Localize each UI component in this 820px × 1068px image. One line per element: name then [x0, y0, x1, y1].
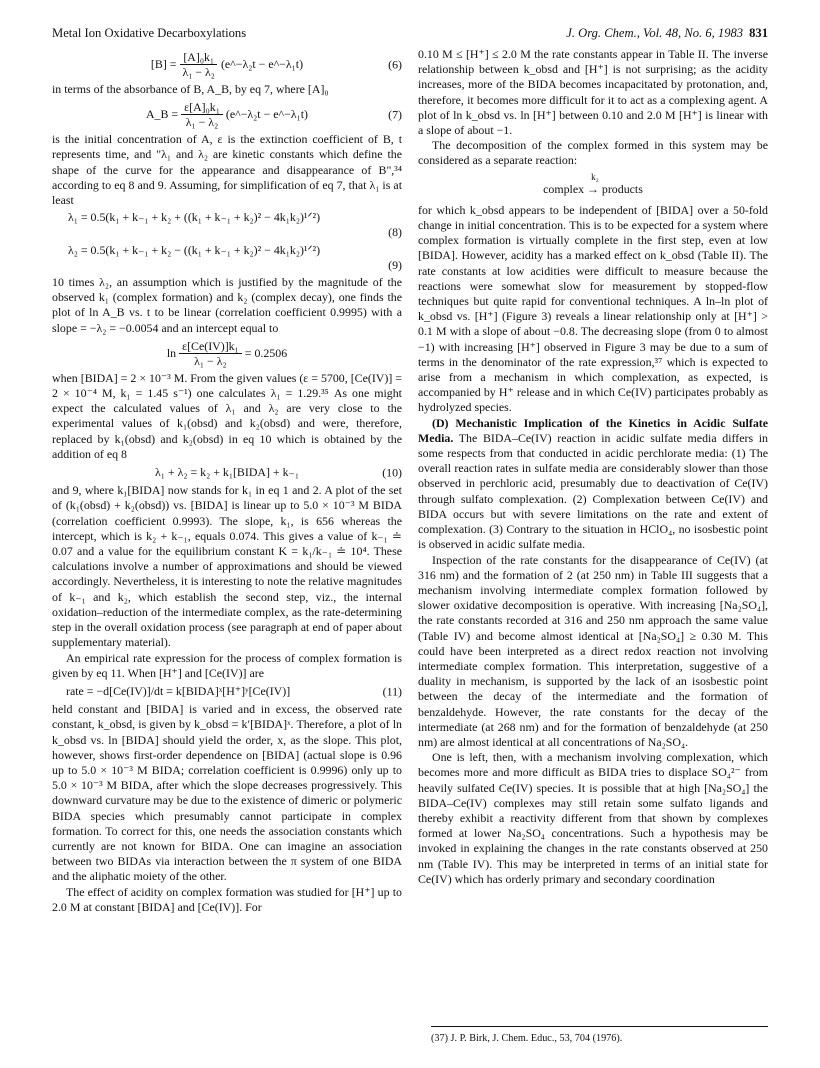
section-heading: (D) Mechanistic Implication of the Kinetics in Acidic Sulfate Media.: [418, 415, 768, 445]
page-number: 831: [749, 26, 768, 40]
header-section-title: Metal Ion Oxidative Decarboxylations: [52, 26, 247, 40]
paragraph: An empirical rate expression for the process of complex formation is given by eq 11. When [H⁺] and [Ce(IV)] are: [52, 650, 402, 680]
eq11-number: (11): [382, 683, 402, 698]
eq6-denominator: λ₁ − λ₂: [182, 65, 215, 79]
eq8-number: (8): [388, 225, 402, 240]
eq10-text: λ₁ + λ₂ = k₂ + k₁[BIDA] + k₋₁: [155, 465, 299, 480]
paragraph: One is left, then, with a mechanism involving complexation, which becomes more and more difficult as BIDA tries to displace SO₄²⁻ from heavily sulfated Ce(IV) species. It is possible that at high [Na₂SO₄] the BIDA–Ce(IV) complexes may still retain some sulfato ligands and thereby exhibit a reactivity different from that shown by complexes formed at lower Na₂SO₄ concentrations. Such a hypothesis may be invoked in explaining the changes in the rate constants observed at 250 nm (Table IV). This may be interpreted in terms of an initial state for Ce(IV) which has orderly primary and secondary coordination: [418, 750, 768, 886]
paragraph: Inspection of the rate constants for the disappearance of Ce(IV) (at 316 nm) and the formation of 2 (at 250 nm) in Table III suggests that a mechanism involving intermediate complex formation followed by slower oxidative decomposition is operative. With increasing [Na₂SO₄], the rate constants recorded at 316 and 250 nm approach the same value (Table IV) and become almost identical at [Na₂SO₄] ≥ 0.30 M. This could have been interpreted as a direct redox reaction not involving intermediate complex formation. This interpretation, suggestive of a duality in mechanism, is supported by the lack of an isosbestic point between the decay of the intermediate and the formation of benzaldehyde. However, the rate constants for the decay of the intermediate (at 268 nm) and for the formation of benzaldehyde (at 250 nm) are almost identical at all concentrations of Na₂SO₄.: [418, 552, 768, 749]
equation-7: [52, 100, 402, 129]
header-journal-info: [566, 26, 768, 41]
eqln-lhs: ln: [166, 345, 177, 360]
running-header: [52, 26, 768, 41]
eq7-fraction: [181, 100, 223, 129]
eq6-number: (6): [388, 56, 402, 71]
eq6-fraction: [179, 50, 217, 79]
eq7-number: (7): [388, 107, 402, 122]
reaction-text: complex → products: [543, 181, 643, 196]
section-text: The BIDA–Ce(IV) reaction in acidic sulfate media differs in some respects from that conducted in acidic perchlorate media: (1) The overall reaction rates in sulfate media are considerably slower than those observed in perchloric acid, presumably due to deactivation of Ce(IV) through sulfato complexation. (2) Complexation between Ce(IV) and BIDA occurs but with severe limitations on the rate and extent of complexation. (3) Contrary to the situation in HClO₄, no isosbestic point is observed in acidic sulfate media.: [418, 430, 768, 552]
footnote: (37) J. P. Birk, J. Chem. Educ., 53, 704 (1976).: [431, 1026, 768, 1045]
eq6-tail: (e^−λ₂t − e^−λ₁t): [220, 56, 304, 71]
equation-8: [52, 210, 402, 240]
paragraph: is the initial concentration of A, ε is the extinction coefficient of B, t represents time, and "λ₁ and λ₂ are kinetic constants which define the shape of the curve for the appearance and disappearance of B",³⁴ according to eq 8 and 9. Assuming, for simplification of eq 7, that λ₁ is at least: [52, 132, 402, 208]
eq7-lhs: A_B =: [145, 107, 179, 122]
eq9-number: (9): [388, 257, 402, 272]
eq9-text: λ₂ = 0.5(k₁ + k₋₁ + k₂ − ((k₁ + k₋₁ + k₂)² − 4k₁k₂)¹ᐟ²): [68, 242, 321, 257]
eq6-numerator: [A]₀k₁: [180, 50, 217, 65]
eq6-lhs: [B] =: [150, 56, 177, 71]
paragraph: when [BIDA] = 2 × 10⁻³ M. From the given values (ε = 5700, [Ce(IV)] = 2 × 10⁻⁴ M, k₁ = 1.45 s⁻¹) one calculates λ₁ = 1.29.³⁵ As one might expect the calculated values of λ₁ and λ₂ are very close to the experimental values of k₁(obsd) and k₂(obsd) and were, therefore, replaced by k₁(obsd) and k₂(obsd) in eq 10 which is obtained by the addition of eq 8: [52, 370, 402, 461]
equation-ln: [52, 339, 402, 368]
eqln-tail: = 0.2506: [244, 345, 288, 360]
eqln-denominator: λ₁ − λ₂: [194, 353, 227, 368]
eq7-numerator: ε[A]₀k₁: [181, 100, 223, 115]
journal-citation: J. Org. Chem., Vol. 48, No. 6, 1983: [566, 26, 744, 40]
eqln-numerator: ε[Ce(IV)]k₁: [179, 339, 242, 354]
paragraph: The decomposition of the complex formed in this system may be considered as a separate reaction:: [418, 138, 768, 168]
reaction-scheme: [418, 173, 768, 197]
paragraph: in terms of the absorbance of B, A_B, by eq 7, where [A]₀: [52, 82, 329, 96]
paragraph: and 9, where k₁[BIDA] now stands for k₁ in eq 1 and 2. A plot of the set of (k₁(obsd) + k₂(obsd)) vs. [BIDA] is linear up to 5.0 × 10⁻³ M BIDA (correlation coefficient 0.9993). The slope, k₁, is 656 whereas the intercept, which is k₂ + k₋₁, equals 0.074. This gives a value of k₋₁ ≐ 0.07 and a value for the equilibrium constant K = k₁/k₋₁ ≐ 10⁴. These calculations involve a number of approximations and should be viewed accordingly. Nevertheless, it is interesting to note the relative magnitudes of k₋₁ and k₂, which establish the second step, viz., the internal oxidation–reduction of the intermediate complex, as the rate-determining step in the overall oxidation process (see paragraph at end of paper about supplementary material).: [52, 483, 402, 650]
paragraph: 10 times λ₂, an assumption which is justified by the magnitude of the observed k₁ (complex formation) and k₂ (complex decay), one finds the plot of ln A_B vs. t to be linear (correlation coefficient 0.9995) with a slope = −λ₂ = −0.0054 and an intercept equal to: [52, 275, 402, 335]
eq7-tail: (e^−λ₂t − e^−λ₁t): [225, 107, 309, 122]
two-column-body: [52, 47, 768, 915]
right-column: [418, 47, 768, 915]
eq7-denominator: λ₁ − λ₂: [185, 115, 219, 130]
eq8-text: λ₁ = 0.5(k₁ + k₋₁ + k₂ + ((k₁ + k₋₁ + k₂)² − 4k₁k₂)¹ᐟ²): [68, 210, 321, 225]
paragraph: The effect of acidity on complex formation was studied for [H⁺] up to 2.0 M at constant [BIDA] and [Ce(IV)]. For: [52, 884, 402, 914]
paragraph: 0.10 M ≤ [H⁺] ≤ 2.0 M the rate constants appear in Table II. The inverse relationship between k_obsd and [H⁺] is not surprising; as the acidity increases, more of the BIDA becomes incapacitated by protonation, and, therefore, it becomes more difficult for it to act as a complexing agent. A plot of ln k_obsd vs. ln [H⁺] between 0.10 and 2.0 M [H⁺] is linear with a slope of about −1.: [418, 47, 768, 138]
eq11-text: rate = −d[Ce(IV)]/dt = k[BIDA]ˣ[H⁺]ʸ[Ce(IV)]: [66, 683, 291, 698]
paragraph: held constant and [BIDA] is varied and in excess, the observed rate constant, k_obsd, is given by k_obsd = k′[BIDA]ˣ. Therefore, a plot of ln k_obsd vs. ln [BIDA] should yield the order, x, as the slope. This plot, however, shows first-order dependence on [BIDA] (actual slope is 0.96 up to 5.0 × 10⁻³ M BIDA; correlation coefficient is 0.9996) only up to 5.0 × 10⁻³ M BIDA, after which the slope decreases progressively. This downward curvature may be due to the existence of dimeric or polymeric BIDA species which presumably cannot participate in complex formation. To correct for this, one needs the association constants which currently are not known for BIDA. One can imagine an association between two BIDAs via interaction between the π system of one BIDA and the aliphatic moiety of the other.: [52, 702, 402, 884]
equation-9: [52, 243, 402, 273]
eqln-fraction: [179, 339, 242, 368]
equation-6: [52, 50, 402, 79]
equation-11: [52, 684, 402, 699]
paragraph: for which k_obsd appears to be independent of [BIDA] over a 50-fold change in initial concentration. This is to be expected for a system where complex formation is virtually complete in the first step, even at low [BIDA]. However, acidity has a marked effect on k_obsd (Table II). The rate constants at low acidities were difficult to measure because the reactions were somewhat slow for measurement by stopped-flow techniques but quite rapid for conventional techniques. A ln–ln plot of k_obsd vs. [H⁺] (Figure 3) reveals a linear relationship only at [H⁺] > 0.1 M with a slope of about −0.8. The decreasing slope (from 0 to almost −1) with increasing [H⁺] observed in Figure 3 may be due to a sum of terms in the denominator of the rate expression,³⁷ which is expected to arise from a mechanism in which complexation, as expected, is accompanied by H⁺ release and in which Ce(IV) participates probably as hydrolyzed species.: [418, 202, 768, 415]
rate-constant-label: k₂: [591, 171, 599, 182]
left-column: [52, 47, 402, 915]
paragraph: [418, 416, 768, 553]
eq10-number: (10): [382, 465, 402, 480]
equation-10: [52, 465, 402, 480]
